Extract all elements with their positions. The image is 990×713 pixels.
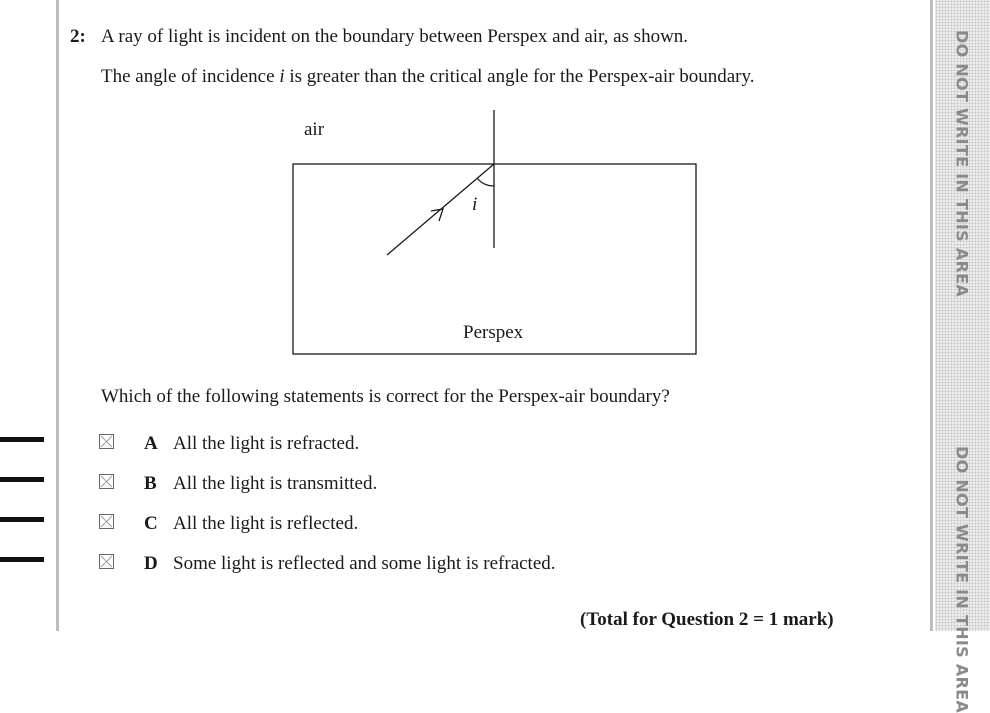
perspex-label: Perspex <box>463 322 524 343</box>
do-not-write-label-top: DO NOT WRITE IN THIS AREA <box>952 30 972 298</box>
question-line-2-end: is greater than the critical angle for the Perspex-air boundary. <box>284 66 755 87</box>
option-b-checkbox[interactable] <box>99 474 114 489</box>
angle-variable: i <box>279 66 285 87</box>
option-c-text: All the light is reflected. <box>173 513 359 534</box>
option-b-letter: B <box>144 473 157 494</box>
option-d-checkbox[interactable] <box>99 554 114 569</box>
angle-label: i <box>472 194 478 215</box>
option-d-text: Some light is reflected and some light is refracted. <box>173 553 556 574</box>
option-c-letter: C <box>144 513 158 534</box>
question-line-1: A ray of light is incident on the boundary between Perspex and air, as shown. <box>101 26 689 47</box>
option-d-letter: D <box>144 553 158 574</box>
option-a-text: All the light is refracted. <box>173 433 360 454</box>
air-label: air <box>304 119 325 140</box>
angle-arc <box>477 178 494 186</box>
option-c-checkbox[interactable] <box>99 514 114 529</box>
question-total: (Total for Question 2 = 1 mark) <box>580 609 834 630</box>
option-a-letter: A <box>144 433 158 454</box>
ray-arrow-icon <box>431 209 443 221</box>
do-not-write-label-bottom: DO NOT WRITE IN THIS AREA <box>952 446 972 713</box>
option-a-checkbox[interactable] <box>99 434 114 449</box>
question-prompt: Which of the following statements is correct for the Perspex-air boundary? <box>101 386 670 407</box>
option-b-text: All the light is transmitted. <box>173 473 378 494</box>
question-number: 2: <box>70 26 86 47</box>
question-line-2-start: The angle of incidence <box>101 66 280 87</box>
